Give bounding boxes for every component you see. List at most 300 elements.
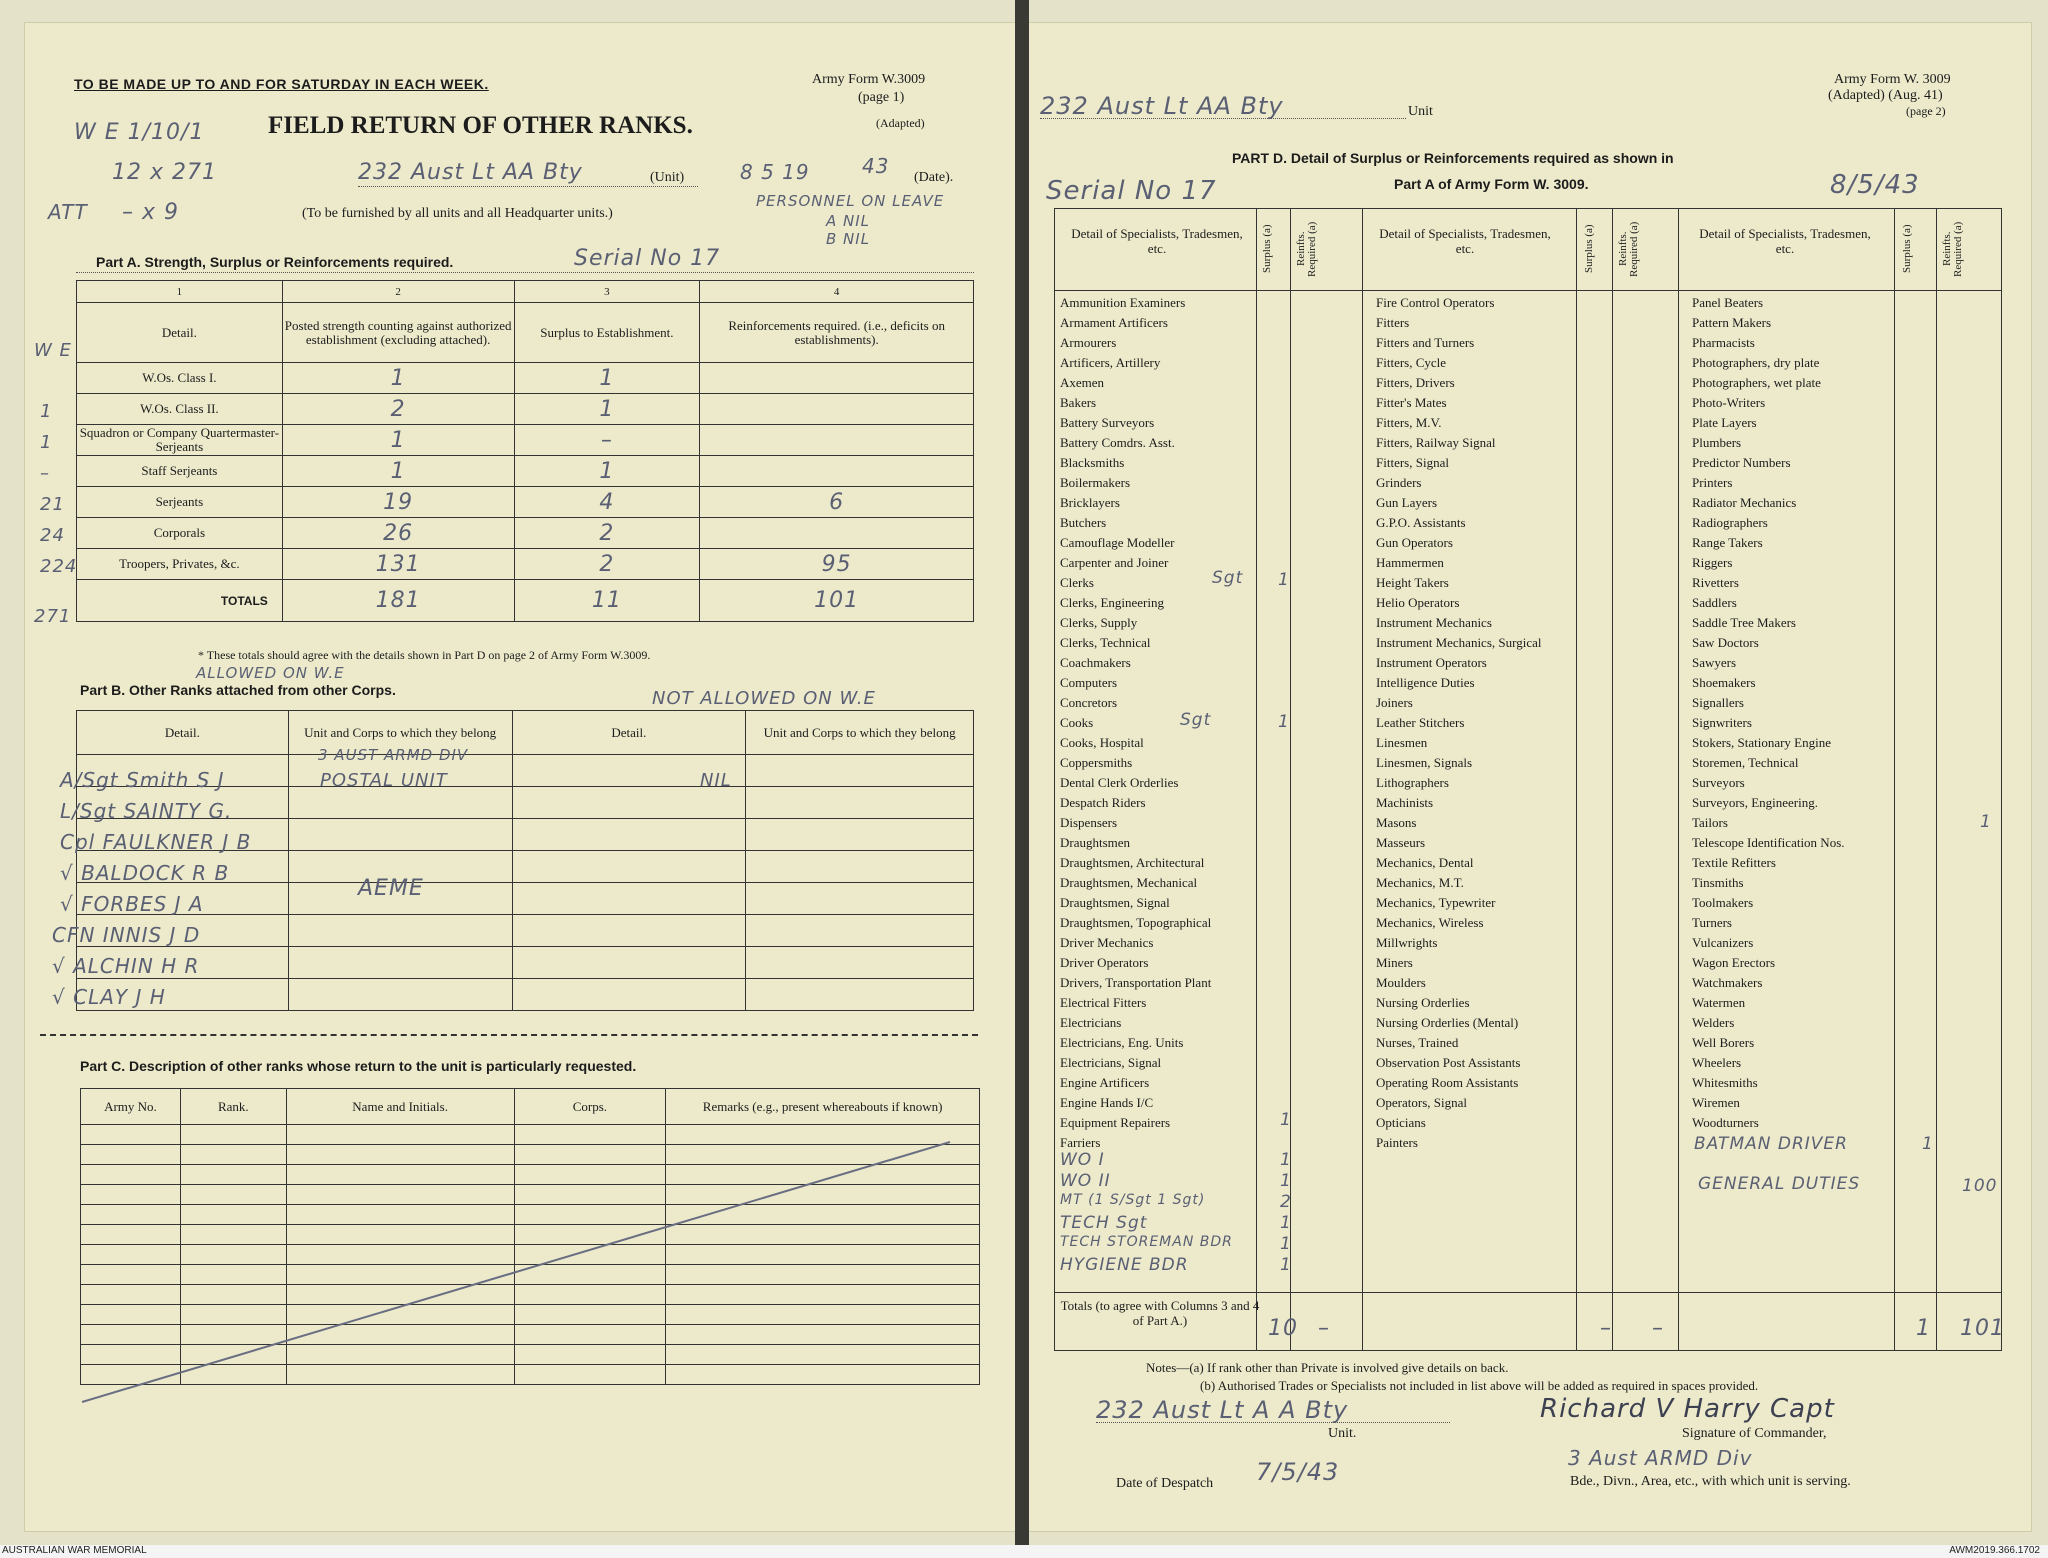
d-header-surplus-1: Surplus (a) xyxy=(1261,224,1273,274)
d-header-surplus-3: Surplus (a) xyxy=(1901,224,1913,274)
d-header-detail-1: Detail of Specialists, Tradesmen, etc. xyxy=(1071,226,1243,256)
header-surplus: Surplus to Establishment. xyxy=(514,303,700,363)
trade-entry: Instrument Mechanics xyxy=(1376,615,1492,630)
trade-entry: Painters xyxy=(1376,1135,1418,1150)
trade-entry: Dispensers xyxy=(1060,815,1118,830)
col-number: 1 xyxy=(77,281,283,303)
part-a-detail: Corporals xyxy=(77,518,283,549)
part-d-heading: PART D. Detail of Surplus or Reinforcements required as shown in xyxy=(1232,150,1674,166)
trade-entry: Vulcanizers xyxy=(1692,935,1754,950)
trade-entry: Electricians, Signal xyxy=(1060,1055,1162,1070)
part-a-detail: Squadron or Company Quartermaster-Serjeants xyxy=(77,425,283,456)
trade-entry: Boilermakers xyxy=(1060,475,1131,490)
trade-entry: Opticians xyxy=(1376,1115,1426,1130)
trade-entry: Toolmakers xyxy=(1692,895,1754,910)
unit-3-aust-armd-div: 3 AUST ARMD DIV xyxy=(318,746,469,764)
trade-entry: Watchmakers xyxy=(1692,975,1763,990)
part-a-surplus: 1 xyxy=(514,394,700,425)
trade-entry: Ammunition Examiners xyxy=(1060,295,1186,310)
trade-entry: Electrical Fitters xyxy=(1060,995,1147,1010)
part-b-cell xyxy=(288,787,512,819)
trade-entry: Radiator Mechanics xyxy=(1692,495,1797,510)
unit-dotted-line xyxy=(358,186,698,187)
trade-entry: Saddle Tree Makers xyxy=(1692,615,1796,630)
trade-entry: Signwriters xyxy=(1692,715,1752,730)
trade-entry: Leather Stitchers xyxy=(1376,715,1465,730)
formation-value: 3 Aust ARMD Div xyxy=(1568,1446,1753,1470)
trade-entry: Draughtsmen, Signal xyxy=(1060,895,1170,910)
trade-entry: Pattern Makers xyxy=(1692,315,1772,330)
part-b-row xyxy=(77,947,974,979)
trade-entry: Rivetters xyxy=(1692,575,1739,590)
part-a-row xyxy=(77,487,974,518)
trade-entry: Plate Layers xyxy=(1692,415,1757,430)
part-b-cell xyxy=(288,947,512,979)
hand-att-label: ATT xyxy=(48,200,88,224)
part-a-body xyxy=(77,363,974,580)
part-b-cell xyxy=(746,851,974,883)
part-a-reinf xyxy=(700,425,974,456)
trade-entry: Concretors xyxy=(1060,695,1118,710)
form-title: FIELD RETURN OF OTHER RANKS. xyxy=(268,112,693,139)
trade-entry: Coppersmiths xyxy=(1060,755,1133,770)
part-b-cell xyxy=(512,915,746,947)
unit-postal: POSTAL UNIT xyxy=(320,770,448,791)
trade-entry: Draughtsmen, Mechanical xyxy=(1060,875,1198,890)
part-a-reinf: 95 xyxy=(700,549,974,580)
part-a-dotted-line xyxy=(76,272,974,273)
part-a-surplus: 4 xyxy=(514,487,700,518)
trade-entry: Stokers, Stationary Engine xyxy=(1692,735,1832,750)
trade-entry: Draughtsmen, Topographical xyxy=(1060,915,1212,930)
signature-caption: Signature of Commander, xyxy=(1682,1426,1827,1441)
c-header-corps: Corps. xyxy=(514,1089,666,1125)
added-trade-surplus: 1 xyxy=(1280,1255,1292,1275)
part-a-row xyxy=(77,394,974,425)
trade-entry: Armourers xyxy=(1060,335,1117,350)
trade-entry: Moulders xyxy=(1376,975,1426,990)
trade-entry: Clerks, Technical xyxy=(1060,635,1151,650)
trade-entry: Sawyers xyxy=(1692,655,1737,670)
part-d-header-rule xyxy=(1054,290,2002,291)
trade-entry: Photographers, dry plate xyxy=(1692,355,1820,370)
part-a-detail: Serjeants xyxy=(77,487,283,518)
tailors-reinf: 1 xyxy=(1980,812,1992,832)
part-a-margin-note: 1 xyxy=(40,401,53,422)
tear-line xyxy=(40,1034,978,1036)
trade-entry: Miners xyxy=(1376,955,1413,970)
notes-b: (b) Authorised Trades or Specialists not included in list above will be added as required in spaces provided. xyxy=(1200,1378,1759,1393)
part-a-row xyxy=(77,425,974,456)
attached-other-rank: Cpl FAULKNER J B xyxy=(60,830,252,854)
trade-entry: Whitesmiths xyxy=(1692,1075,1758,1090)
trade-entry: Axemen xyxy=(1060,375,1105,390)
trade-entry: Plumbers xyxy=(1692,435,1742,450)
part-a-surplus: 2 xyxy=(514,549,700,580)
part-d-totals-rule xyxy=(1054,1292,2002,1293)
trade-entry: Instrument Operators xyxy=(1376,655,1487,670)
trade-entry: Armament Artificers xyxy=(1060,315,1168,330)
part-b-cell xyxy=(288,979,512,1011)
right-form-number: Army Form W. 3009 xyxy=(1834,72,1951,87)
trade-entry: Camouflage Modeller xyxy=(1060,535,1175,550)
trade-entry: Storemen, Technical xyxy=(1692,755,1799,770)
trade-entry: Well Borers xyxy=(1692,1035,1755,1050)
part-a-row xyxy=(77,363,974,394)
trade-entry: Range Takers xyxy=(1692,535,1763,550)
totals-margin: 271 xyxy=(34,606,72,627)
part-a-margin-note: 24 xyxy=(40,525,65,546)
part-b-cell xyxy=(746,883,974,915)
right-unit-line xyxy=(1040,118,1406,119)
added-trade-label: WO I xyxy=(1060,1150,1105,1170)
part-a-margin-note: 21 xyxy=(40,494,65,515)
trades-column-3 xyxy=(1692,293,1845,1133)
batman-driver: BATMAN DRIVER xyxy=(1694,1134,1848,1154)
trade-entry: Cooks xyxy=(1060,715,1094,730)
b-header-unit-2: Unit and Corps to which they belong xyxy=(746,711,974,755)
trade-entry: Blacksmiths xyxy=(1060,455,1125,470)
part-a-margin-note: – xyxy=(40,463,50,484)
part-d-column-rule xyxy=(1362,208,1363,1351)
part-d-column-rule xyxy=(1936,208,1937,1351)
archive-reference: AWM2019.366.1702 xyxy=(1949,1545,2040,1556)
trade-entry: Carpenter and Joiner xyxy=(1060,555,1169,570)
part-b-cell xyxy=(746,819,974,851)
part-b-cell xyxy=(512,883,746,915)
part-a-detail: W.Os. Class II. xyxy=(77,394,283,425)
added-trade-surplus: 1 xyxy=(1280,1171,1292,1191)
right-form-page: (page 2) xyxy=(1906,104,1946,118)
header-detail: Detail. xyxy=(77,303,283,363)
trade-entry: Bakers xyxy=(1060,395,1097,410)
trade-entry: Machinists xyxy=(1376,795,1434,810)
part-a-posted: 1 xyxy=(282,456,514,487)
d-header-reinf-3: Reinfts. Required (a) xyxy=(1941,221,1964,277)
trade-entry: Drivers, Transportation Plant xyxy=(1060,975,1212,990)
instruction-heading: TO BE MADE UP TO AND FOR SATURDAY IN EACH WEEK. xyxy=(74,76,489,92)
added-trade-surplus: 1 xyxy=(1280,1234,1292,1254)
part-d-column-rule xyxy=(1894,208,1895,1351)
trade-entry: Linesmen, Signals xyxy=(1376,755,1473,770)
part-d-total-value: 1 xyxy=(1916,1316,1931,1341)
trade-entry: Textile Refitters xyxy=(1692,855,1776,870)
part-a-table xyxy=(76,280,974,622)
part-b-nil: NIL xyxy=(700,770,732,791)
right-serial: Serial No 17 xyxy=(1046,176,1217,206)
trade-entry: Wiremen xyxy=(1692,1095,1740,1110)
part-a-detail: W.Os. Class I. xyxy=(77,363,283,394)
commander-signature: Richard V Harry Capt xyxy=(1540,1394,1835,1424)
part-a-footnote: * These totals should agree with the details shown in Part D on page 2 of Army Form W.3009. xyxy=(198,648,651,662)
trade-entry: Electricians, Eng. Units xyxy=(1060,1035,1184,1050)
trade-entry: Driver Operators xyxy=(1060,955,1149,970)
part-b-row xyxy=(77,915,974,947)
trade-entry: Gun Operators xyxy=(1376,535,1453,550)
unit-value: 232 Aust Lt AA Bty xyxy=(358,160,583,185)
trade-entry: Masons xyxy=(1376,815,1417,830)
c-header-name: Name and Initials. xyxy=(286,1089,514,1125)
trade-entry: Fitters xyxy=(1376,315,1410,330)
part-b-cell xyxy=(746,755,974,787)
trade-entry: Operating Room Assistants xyxy=(1376,1075,1519,1090)
trade-entry: Fitter's Mates xyxy=(1376,395,1447,410)
trade-entry: Clerks, Supply xyxy=(1060,615,1138,630)
form-page-label: (page 1) xyxy=(858,90,905,105)
trade-entry: Height Takers xyxy=(1376,575,1449,590)
trade-entry: Hammermen xyxy=(1376,555,1444,570)
b-header-detail-2: Detail. xyxy=(512,711,746,755)
part-d-total-value: – xyxy=(1600,1316,1612,1341)
part-a-margin-note: 1 xyxy=(40,432,53,453)
part-a-serial: Serial No 17 xyxy=(574,246,721,271)
part-b-row xyxy=(77,979,974,1011)
clerks-surplus: 1 xyxy=(1278,570,1290,590)
trade-entry: Engine Hands I/C xyxy=(1060,1095,1154,1110)
trade-entry: Nursing Orderlies (Mental) xyxy=(1376,1015,1519,1030)
added-trade-surplus: 2 xyxy=(1280,1192,1292,1212)
attached-other-rank: L/Sgt SAINTY G. xyxy=(60,799,233,823)
part-a-reinf xyxy=(700,363,974,394)
trade-entry: Shoemakers xyxy=(1692,675,1756,690)
unit-aeme: AEME xyxy=(358,876,424,901)
part-a-row xyxy=(77,549,974,580)
trade-entry: Saddlers xyxy=(1692,595,1737,610)
trade-entry: Fitters and Turners xyxy=(1376,335,1475,350)
b-header-detail: Detail. xyxy=(77,711,289,755)
archive-name: AUSTRALIAN WAR MEMORIAL xyxy=(2,1545,147,1556)
despatch-label: Date of Despatch xyxy=(1116,1476,1214,1491)
trade-entry: Fitters, Cycle xyxy=(1376,355,1447,370)
trade-entry: Mechanics, Wireless xyxy=(1376,915,1484,930)
we-label: W E xyxy=(34,340,72,361)
part-d-column-rule xyxy=(1576,208,1577,1351)
part-a-heading: Part A. Strength, Surplus or Reinforcements required. xyxy=(96,254,454,270)
part-a-reinf: 6 xyxy=(700,487,974,518)
trade-entry: Mechanics, Typewriter xyxy=(1376,895,1496,910)
clerks-rank: Sgt xyxy=(1212,568,1244,588)
right-unit-label: Unit xyxy=(1408,104,1433,119)
part-b-cell xyxy=(746,915,974,947)
totals-reinf: 101 xyxy=(700,580,974,622)
trade-entry: Lithographers xyxy=(1376,775,1449,790)
part-d-totals-label: Totals (to agree with Columns 3 and 4 of Part A.) xyxy=(1060,1298,1260,1328)
part-b-cell xyxy=(746,979,974,1011)
added-trade-label: WO II xyxy=(1060,1171,1111,1191)
d-header-reinf-1: Reinfts. Required (a) xyxy=(1295,221,1318,277)
part-a-posted: 1 xyxy=(282,363,514,394)
trade-entry: Nursing Orderlies xyxy=(1376,995,1470,1010)
part-b-heading: Part B. Other Ranks attached from other Corps. xyxy=(80,682,396,698)
trade-entry: Printers xyxy=(1692,475,1733,490)
part-a-posted: 19 xyxy=(282,487,514,518)
trade-entry: Gun Layers xyxy=(1376,495,1438,510)
not-allowed-on-we: NOT ALLOWED ON W.E xyxy=(652,688,876,709)
part-a-surplus: 1 xyxy=(514,456,700,487)
page-fold xyxy=(1015,0,1029,1545)
trade-entry: Wagon Erectors xyxy=(1692,955,1776,970)
general-duties: GENERAL DUTIES xyxy=(1698,1174,1861,1194)
trade-entry: Woodturners xyxy=(1692,1115,1759,1130)
date-label: (Date). xyxy=(914,170,954,185)
trade-entry: Cooks, Hospital xyxy=(1060,735,1144,750)
trade-entry: Operators, Signal xyxy=(1376,1095,1467,1110)
trade-entry: Nurses, Trained xyxy=(1376,1035,1459,1050)
equipment-surplus: 1 xyxy=(1280,1110,1292,1130)
added-trade-surplus: 1 xyxy=(1280,1213,1292,1233)
hand-leave-b: B NIL xyxy=(826,230,871,248)
trade-entry: Instrument Mechanics, Surgical xyxy=(1376,635,1542,650)
d-header-surplus-2: Surplus (a) xyxy=(1583,224,1595,274)
added-trade-surplus: 1 xyxy=(1280,1150,1292,1170)
attached-other-rank: A/Sgt Smith S J xyxy=(60,768,225,792)
part-c-heading: Part C. Description of other ranks whose return to the unit is particularly requested. xyxy=(80,1058,637,1074)
part-b-cell xyxy=(746,787,974,819)
added-trade-label: TECH STOREMAN BDR xyxy=(1060,1234,1233,1250)
part-b-cell xyxy=(512,851,746,883)
part-b-cell xyxy=(512,819,746,851)
part-a-posted: 2 xyxy=(282,394,514,425)
part-a-surplus: 2 xyxy=(514,518,700,549)
c-header-rank: Rank. xyxy=(180,1089,286,1125)
formation-caption: Bde., Divn., Area, etc., with which unit is serving. xyxy=(1570,1474,1851,1489)
header-posted: Posted strength counting against authorized establishment (excluding attached). xyxy=(282,303,514,363)
right-date: 8/5/43 xyxy=(1830,170,1920,200)
part-b-cell xyxy=(288,819,512,851)
trade-entry: Predictor Numbers xyxy=(1692,455,1791,470)
unit-label: (Unit) xyxy=(650,170,685,185)
trade-entry: Fitters, Drivers xyxy=(1376,375,1455,390)
trade-entry: Bricklayers xyxy=(1060,495,1120,510)
hand-leave-a: A NIL xyxy=(826,212,871,230)
trade-entry: Mechanics, M.T. xyxy=(1376,875,1464,890)
trade-entry: Tailors xyxy=(1692,815,1728,830)
trades-column-2 xyxy=(1376,293,1541,1153)
trade-entry: Despatch Riders xyxy=(1060,795,1146,810)
part-b-cell xyxy=(512,947,746,979)
part-a-reinf xyxy=(700,394,974,425)
allowed-on-we: ALLOWED ON W.E xyxy=(196,664,345,682)
form-number: Army Form W.3009 xyxy=(812,72,926,87)
totals-posted: 181 xyxy=(282,580,514,622)
attached-other-rank: √ CLAY J H xyxy=(52,985,166,1009)
trade-entry: Engine Artificers xyxy=(1060,1075,1150,1090)
trade-entry: Dental Clerk Orderlies xyxy=(1060,775,1179,790)
totals-surplus: 11 xyxy=(514,580,700,622)
totals-row xyxy=(77,580,974,622)
part-a-posted: 1 xyxy=(282,425,514,456)
date-value: 8 5 19 xyxy=(740,160,810,184)
added-trade-label: HYGIENE BDR xyxy=(1060,1255,1189,1275)
part-d-total-value: – xyxy=(1318,1316,1330,1341)
trade-entry: Tinsmiths xyxy=(1692,875,1744,890)
trade-entry: Millwrights xyxy=(1376,935,1438,950)
trade-entry: Draughtsmen xyxy=(1060,835,1131,850)
added-trade-label: MT (1 S/Sgt 1 Sgt) xyxy=(1060,1192,1206,1208)
trade-entry: Riggers xyxy=(1692,555,1733,570)
attached-other-rank: √ BALDOCK R B xyxy=(60,861,230,885)
form-adapted-label: (Adapted) xyxy=(876,116,925,130)
c-header-army-no: Army No. xyxy=(81,1089,181,1125)
hand-att-value: – x 9 xyxy=(122,200,180,225)
col-number: 2 xyxy=(282,281,514,303)
trade-entry: Surveyors, Engineering. xyxy=(1692,795,1819,810)
trade-entry: Turners xyxy=(1692,915,1732,930)
trade-entry: Fitters, M.V. xyxy=(1376,415,1442,430)
trade-entry: Battery Surveyors xyxy=(1060,415,1155,430)
trade-entry: Electricians xyxy=(1060,1015,1122,1030)
trade-entry: Coachmakers xyxy=(1060,655,1131,670)
d-header-detail-2: Detail of Specialists, Tradesmen, etc. xyxy=(1379,226,1551,256)
trade-entry: Fitters, Railway Signal xyxy=(1376,435,1496,450)
right-unit-value: 232 Aust Lt AA Bty xyxy=(1040,92,1284,120)
trade-entry: Linesmen xyxy=(1376,735,1428,750)
general-duties-reinf: 100 xyxy=(1962,1176,1998,1196)
trade-entry: Artificers, Artillery xyxy=(1060,355,1161,370)
header-reinforcements: Reinforcements required. (i.e., deficits on establishments). xyxy=(700,303,974,363)
part-d-column-rule xyxy=(1678,208,1679,1351)
trade-entry: Signallers xyxy=(1692,695,1744,710)
part-d-total-value: – xyxy=(1652,1316,1664,1341)
trade-entry: Radiographers xyxy=(1692,515,1768,530)
attached-other-rank: CFN INNIS J D xyxy=(52,923,201,947)
trade-entry: Clerks xyxy=(1060,575,1094,590)
part-a-posted: 131 xyxy=(282,549,514,580)
part-d-column-rule xyxy=(1612,208,1613,1351)
part-c-strike-line xyxy=(80,1130,980,1410)
c-header-remarks: Remarks (e.g., present whereabouts if known) xyxy=(666,1089,980,1125)
part-a-margin-note: 224 xyxy=(40,556,78,577)
part-a-reinf xyxy=(700,456,974,487)
part-b-cell xyxy=(288,915,512,947)
part-d-subheading: Part A of Army Form W. 3009. xyxy=(1394,176,1589,192)
trade-entry: Helio Operators xyxy=(1376,595,1460,610)
trade-entry: Equipment Repairers xyxy=(1060,1115,1171,1130)
cooks-rank: Sgt xyxy=(1180,710,1212,730)
trade-entry: Driver Mechanics xyxy=(1060,935,1154,950)
trade-entry: Photographers, wet plate xyxy=(1692,375,1821,390)
trade-entry: Saw Doctors xyxy=(1692,635,1759,650)
archive-footer xyxy=(0,1545,2048,1558)
trade-entry: Wheelers xyxy=(1692,1055,1742,1070)
part-a-detail: Troopers, Privates, &c. xyxy=(77,549,283,580)
date-year: 43 xyxy=(862,154,890,178)
part-b-row xyxy=(77,883,974,915)
hand-we-date: W E 1/10/1 xyxy=(74,120,205,145)
d-header-detail-3: Detail of Specialists, Tradesmen, etc. xyxy=(1699,226,1871,256)
right-form-adapted: (Adapted) (Aug. 41) xyxy=(1828,88,1943,103)
trade-entry: Observation Post Assistants xyxy=(1376,1055,1521,1070)
part-d-column-rule xyxy=(1256,208,1257,1351)
trade-entry: Grinders xyxy=(1376,475,1422,490)
part-a-surplus: 1 xyxy=(514,363,700,394)
trade-entry: Butchers xyxy=(1060,515,1107,530)
trade-entry: Joiners xyxy=(1376,695,1413,710)
trade-entry: Photo-Writers xyxy=(1692,395,1766,410)
trade-entry: G.P.O. Assistants xyxy=(1376,515,1466,530)
added-trade-label: TECH Sgt xyxy=(1060,1213,1148,1233)
part-a-row xyxy=(77,518,974,549)
part-a-posted: 26 xyxy=(282,518,514,549)
trade-entry: Pharmacists xyxy=(1692,335,1755,350)
despatch-date: 7/5/43 xyxy=(1256,1458,1340,1486)
trade-entry: Battery Comdrs. Asst. xyxy=(1060,435,1175,450)
col-number: 4 xyxy=(700,281,974,303)
trade-entry: Welders xyxy=(1692,1015,1735,1030)
batman-surplus: 1 xyxy=(1922,1134,1934,1154)
trade-entry: Intelligence Duties xyxy=(1376,675,1475,690)
part-a-detail: Staff Serjeants xyxy=(77,456,283,487)
